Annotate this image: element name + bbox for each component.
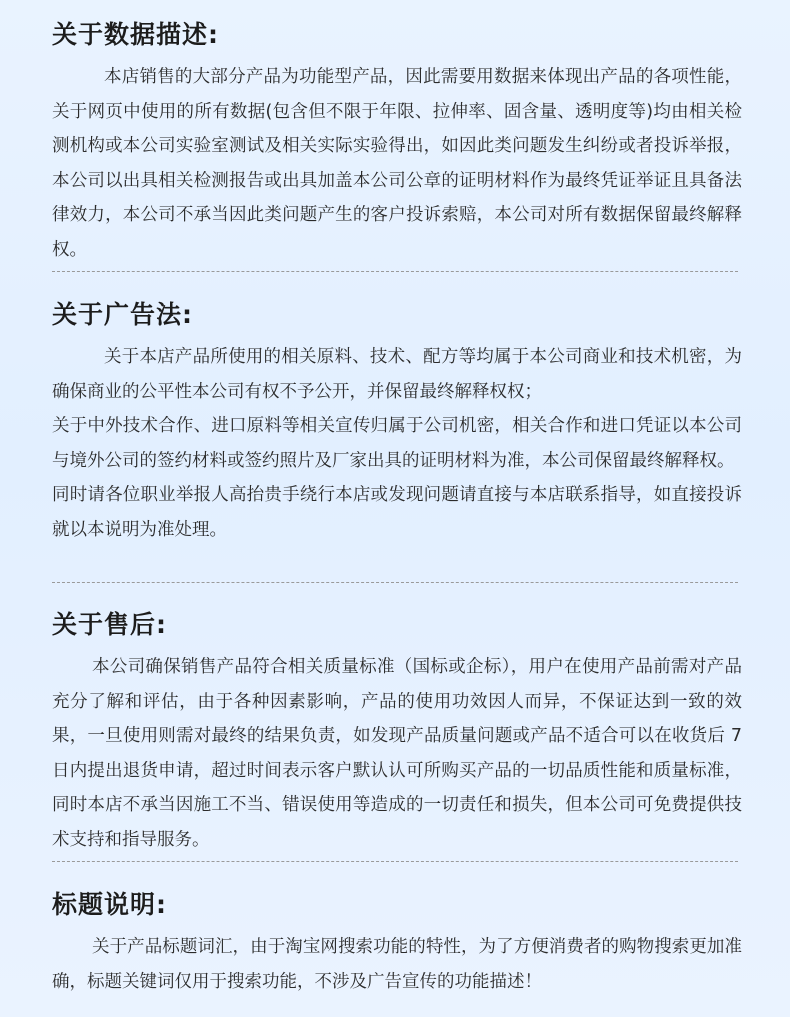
data-description-title: 关于数据描述:: [52, 20, 219, 49]
after-sales-paragraph: 本公司确保销售产品符合相关质量标准（国标或企标），用户在使用产品前需对产品充分了解和评估，由于各种因素影响，产品的使用功效因人而异，不保证达到一致的效果，一旦使用则需对最终的结果负责，如发现产品质量问题或产品不适合可以在收货后 7 日内提出退货申请，超过时间表示客户默认认可所购买产品的一切品质性能和质量标准，同时本店不承当因施工不当、错误使用等造成的一切责任和损失，但本公司可免费提供技术支持和指导服务。: [52, 657, 742, 850]
title-explanation-paragraph: 关于产品标题词汇，由于淘宝网搜索功能的特性，为了方便消费者的购物搜索更加准确，标题关键词仅用于搜索功能，不涉及广告宣传的功能描述！: [52, 937, 742, 992]
advertising-law-paragraph: 关于中外技术合作、进口原料等相关宣传归属于公司机密，相关合作和进口凭证以本公司与境外公司的签约材料或签约照片及厂家出具的证明材料为准，本公司保留最终解释权。: [52, 416, 742, 471]
after-sales-title: 关于售后:: [52, 610, 167, 639]
advertising-law-paragraph: 关于本店产品所使用的相关原料、技术、配方等均属于本公司商业和技术机密，为确保商业的公平性本公司有权不予公开，并保留最终解释权权；: [52, 347, 742, 402]
section-divider: [52, 582, 738, 583]
data-description-section: [52, 18, 742, 267]
advertising-law-paragraph: 同时请各位职业举报人高抬贵手绕行本店或发现问题请直接与本店联系指导，如直接投诉就以本说明为准处理。: [52, 485, 742, 540]
title-explanation-section: [52, 888, 742, 999]
after-sales-body: [52, 650, 742, 857]
section-divider: [52, 861, 738, 862]
title-explanation-body: [52, 930, 742, 999]
data-description-body: [52, 60, 742, 267]
title-explanation-title: 标题说明:: [52, 890, 167, 919]
data-description-paragraph: 本店销售的大部分产品为功能型产品，因此需要用数据来体现出产品的各项性能，关于网页中使用的所有数据(包含但不限于年限、拉伸率、固含量、透明度等)均由相关检测机构或本公司实验室测试及相关实际实验得出，如因此类问题发生纠纷或者投诉举报，本公司以出具相关检测报告或出具加盖本公司公章的证明材料作为最终凭证举证且具备法律效力，本公司不承当因此类问题产生的客户投诉索赔，本公司对所有数据保留最终解释权。: [52, 67, 742, 260]
after-sales-section: [52, 608, 742, 857]
advertising-law-title: 关于广告法:: [52, 300, 193, 329]
advertising-law-body: [52, 340, 742, 547]
advertising-law-section: [52, 298, 742, 547]
section-divider: [52, 271, 738, 272]
